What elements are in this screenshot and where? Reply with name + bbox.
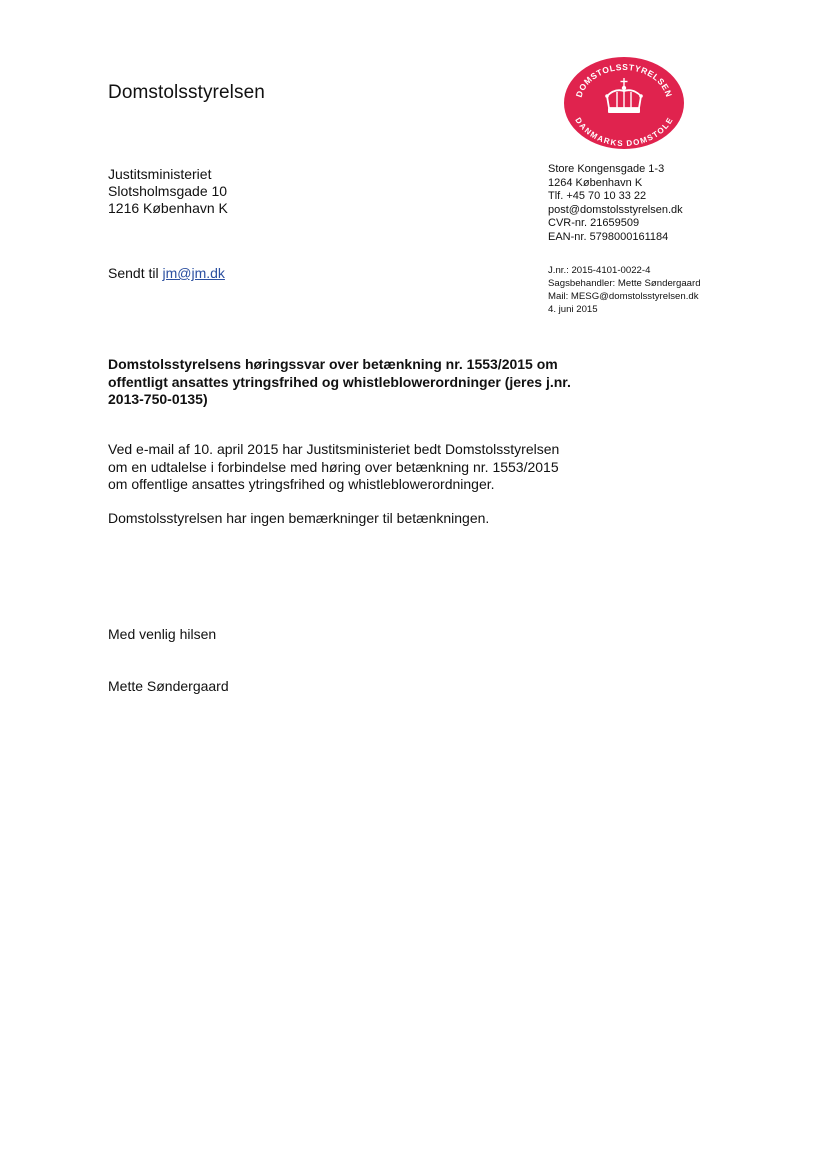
org-name: Domstolsstyrelsen [108,82,265,103]
sender-line: EAN-nr. 5798000161184 [548,230,669,243]
signature-name: Mette Søndergaard [108,678,229,694]
recipient-line: 1216 København K [108,200,228,216]
case-meta [548,264,701,316]
body-paragraph-2: Domstolsstyrelsen har ingen bemærkninger til betænkningen. [108,510,490,526]
subject-line: Domstolsstyrelsens høringssvar over betænkning nr. 1553/2015 om [108,356,558,372]
recipient-line: Slotsholmsgade 10 [108,183,228,199]
subject-line: 2013-750-0135) [108,391,208,407]
sent-to [108,265,225,281]
body-line: Ved e-mail af 10. april 2015 har Justitsministeriet bedt Domstolsstyrelsen [108,441,560,457]
seal-bottom-text: DANMARKS DOMSTOLE [573,115,675,149]
closing-greeting: Med venlig hilsen [108,626,217,642]
letter-date: 4. juni 2015 [548,304,598,315]
case-mail: Mail: MESG@domstolsstyrelsen.dk [548,291,699,302]
seal-top-text: DOMSTOLSSTYRELSEN [573,61,675,99]
sent-to-prefix: Sendt til [108,265,163,281]
body-line: om en udtalelse i forbindelse med høring over betænkning nr. 1553/2015 [108,458,559,475]
sender-line: Store Kongensgade 1-3 [548,163,665,175]
subject-heading [108,356,608,409]
recipient-address [108,166,228,217]
sender-line: CVR-nr. 21659509 [548,217,640,229]
subject-line: offentligt ansattes ytringsfrihed og whistleblowerordninger (jeres j.nr. [108,373,571,390]
case-handler: Sagsbehandler: Mette Søndergaard [548,278,701,289]
crown-seal-icon [563,56,685,150]
body-paragraph-1 [108,441,608,494]
case-number: J.nr.: 2015-4101-0022-4 [548,265,651,276]
recipient-line: Justitsministeriet [108,166,212,182]
sender-line: 1264 København K [548,176,643,189]
sender-address [548,163,683,244]
email-link[interactable]: jm@jm.dk [162,265,225,281]
sender-line: post@domstolsstyrelsen.dk [548,203,683,216]
sender-line: Tlf. +45 70 10 33 22 [548,190,647,202]
body-line: om offentlige ansattes ytringsfrihed og whistleblowerordninger. [108,476,495,492]
